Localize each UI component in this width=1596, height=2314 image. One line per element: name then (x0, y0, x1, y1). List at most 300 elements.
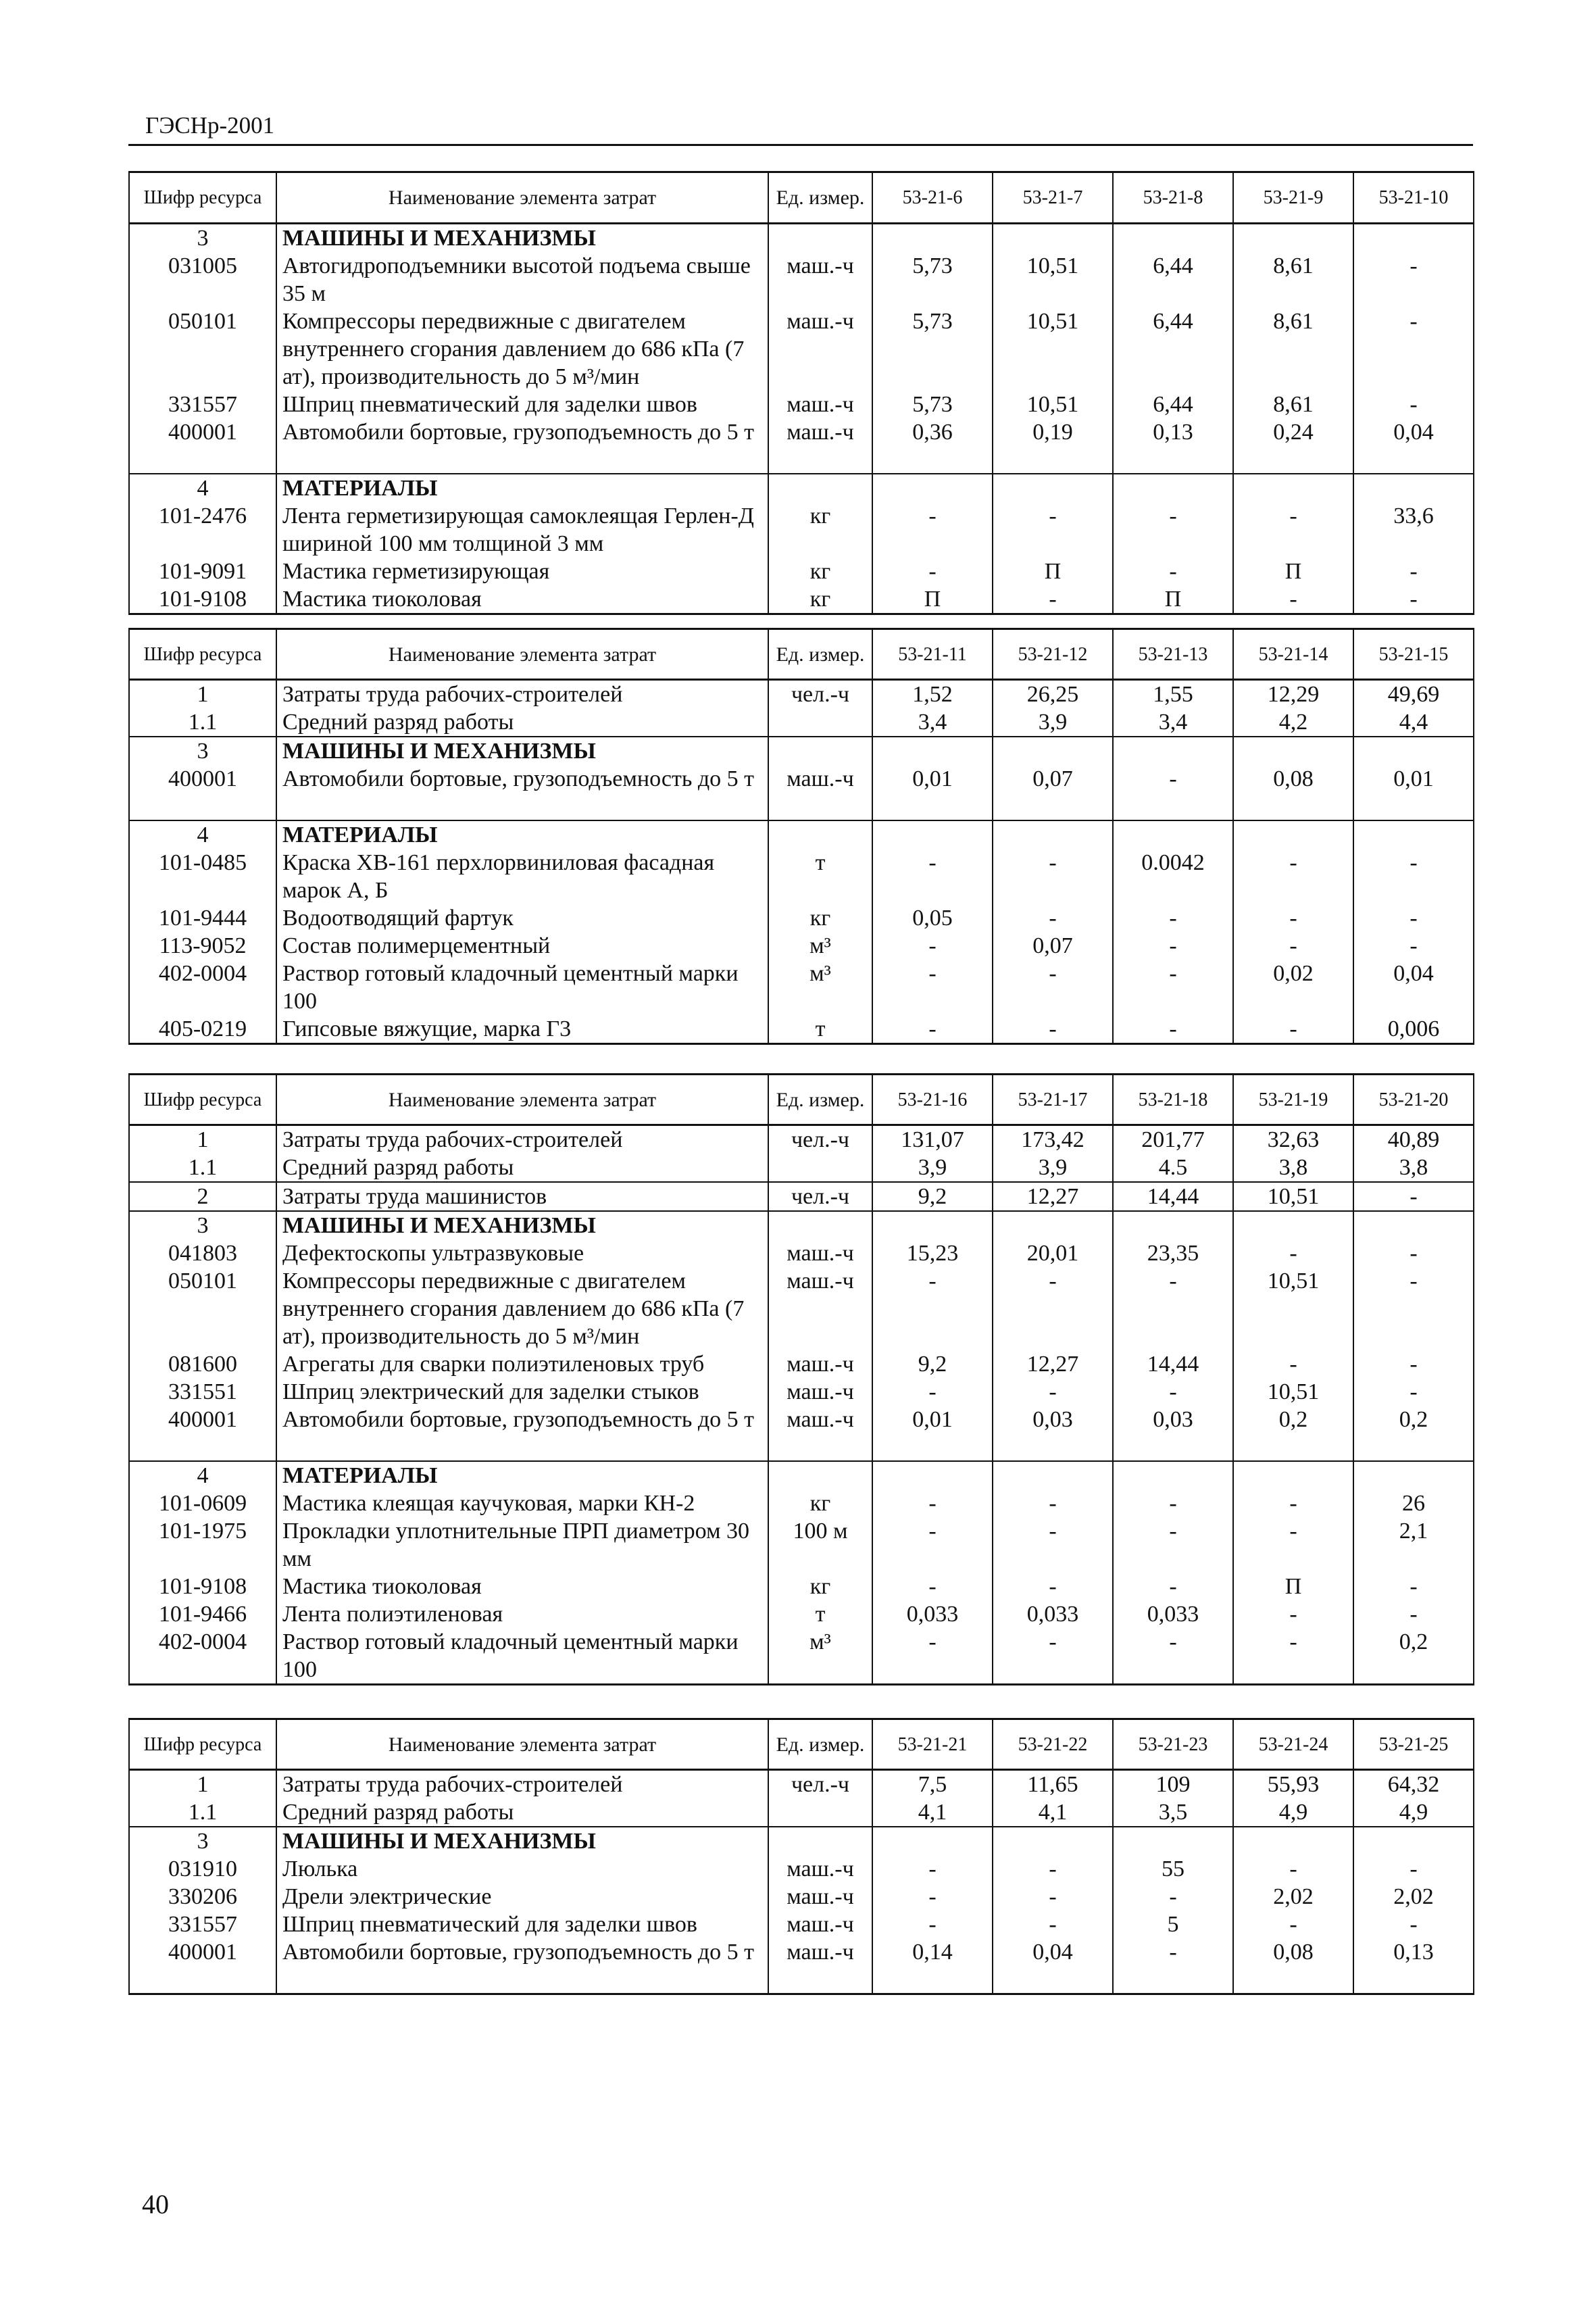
resource-code: 4 (129, 820, 276, 849)
norm-value: - (993, 1911, 1113, 1938)
cost-element-name: Люлька (276, 1855, 768, 1883)
header-column: 53-21-25 (1353, 1719, 1474, 1770)
norm-value (1113, 820, 1233, 849)
table-row (129, 904, 1474, 932)
norm-value: - (1233, 1239, 1353, 1267)
norm-value: 4,4 (1353, 708, 1474, 737)
norm-value: 10,51 (1233, 1267, 1353, 1350)
header-column: 53-21-13 (1113, 629, 1233, 680)
table-row (129, 765, 1474, 820)
norm-value: - (872, 960, 993, 1015)
unit-of-measure: т (768, 1015, 872, 1044)
norm-value: - (1353, 1378, 1474, 1406)
unit-of-measure (768, 224, 872, 253)
norm-value: 0,033 (1113, 1600, 1233, 1628)
resource-code: 2 (129, 1182, 276, 1211)
norm-value: 0,08 (1233, 1938, 1353, 1994)
norm-value: - (1353, 1600, 1474, 1628)
norm-value: - (872, 1573, 993, 1600)
table-row (129, 737, 1474, 765)
norm-value: 0,033 (872, 1600, 993, 1628)
cost-element-name: Шприц пневматический для заделки швов (276, 1911, 768, 1938)
resource-code: 101-9444 (129, 904, 276, 932)
table-row (129, 1267, 1474, 1350)
norm-value: - (993, 1573, 1113, 1600)
cost-element-name: Автомобили бортовые, грузоподъемность до 5 т (276, 1938, 768, 1994)
norm-value: 0,006 (1353, 1015, 1474, 1044)
norm-value: - (993, 1267, 1113, 1350)
norm-value (872, 224, 993, 253)
norm-value: П (872, 585, 993, 614)
norm-value (1113, 1211, 1233, 1239)
unit-of-measure: маш.-ч (768, 1938, 872, 1994)
header-code: Шифр ресурса (129, 1719, 276, 1770)
norm-value: - (1113, 1573, 1233, 1600)
table-row (129, 307, 1474, 391)
norm-value: - (1233, 849, 1353, 904)
header-column: 53-21-19 (1233, 1075, 1353, 1125)
norm-value: 131,07 (872, 1125, 993, 1154)
norm-value: - (1233, 904, 1353, 932)
norm-value (1353, 1461, 1474, 1490)
norm-value: - (993, 1855, 1113, 1883)
norm-value: - (1113, 932, 1233, 960)
norm-value: 23,35 (1113, 1239, 1233, 1267)
section-heading: МАШИНЫ И МЕХАНИЗМЫ (276, 737, 768, 765)
cost-element-name: Дрели электрические (276, 1883, 768, 1911)
unit-of-measure: чел.-ч (768, 680, 872, 709)
norm-value: 0,01 (872, 765, 993, 820)
norm-value (1353, 224, 1474, 253)
norm-value: - (872, 1267, 993, 1350)
norm-value: 12,27 (993, 1182, 1113, 1211)
section-heading: МАШИНЫ И МЕХАНИЗМЫ (276, 1827, 768, 1855)
norm-value: - (872, 849, 993, 904)
norm-value: - (872, 1883, 993, 1911)
norm-value: 0,04 (1353, 418, 1474, 474)
table-row (129, 418, 1474, 474)
resource-code: 1.1 (129, 708, 276, 737)
norm-value (993, 820, 1113, 849)
norm-value: 4,9 (1353, 1798, 1474, 1827)
norm-value (993, 224, 1113, 253)
unit-of-measure: чел.-ч (768, 1182, 872, 1211)
norm-value (1113, 474, 1233, 502)
resource-code: 050101 (129, 1267, 276, 1350)
norm-value: - (1353, 1267, 1474, 1350)
norm-value: 12,27 (993, 1350, 1113, 1378)
table-row (129, 1573, 1474, 1600)
norm-value (1113, 1461, 1233, 1490)
norm-value: - (993, 1015, 1113, 1044)
unit-of-measure: маш.-ч (768, 1855, 872, 1883)
norm-value: 0,01 (1353, 765, 1474, 820)
cost-element-name: Мастика тиоколовая (276, 1573, 768, 1600)
table-header-row (129, 1075, 1474, 1125)
table-row (129, 1600, 1474, 1628)
unit-of-measure: кг (768, 1573, 872, 1600)
resource-code: 101-2476 (129, 502, 276, 558)
resource-code: 402-0004 (129, 1628, 276, 1685)
norm-value: 4.5 (1113, 1154, 1233, 1182)
norm-value: - (1353, 391, 1474, 418)
section-heading: МАШИНЫ И МЕХАНИЗМЫ (276, 1211, 768, 1239)
cost-element-name: Средний разряд работы (276, 708, 768, 737)
header-column: 53-21-8 (1113, 172, 1233, 224)
norm-value: - (1113, 1490, 1233, 1517)
norm-value: 64,32 (1353, 1770, 1474, 1799)
norm-value (1353, 1827, 1474, 1855)
resource-code: 331551 (129, 1378, 276, 1406)
resource-code: 4 (129, 474, 276, 502)
norm-value: - (993, 585, 1113, 614)
header-code: Шифр ресурса (129, 1075, 276, 1125)
norm-value: 0,033 (993, 1600, 1113, 1628)
unit-of-measure: маш.-ч (768, 1883, 872, 1911)
table-row (129, 1154, 1474, 1182)
cost-element-name: Затраты труда рабочих-строителей (276, 1125, 768, 1154)
norm-value: 0,24 (1233, 418, 1353, 474)
unit-of-measure: т (768, 849, 872, 904)
norm-value: 0,05 (872, 904, 993, 932)
table-row (129, 1855, 1474, 1883)
resource-code: 081600 (129, 1350, 276, 1378)
header-code: Шифр ресурса (129, 172, 276, 224)
cost-element-name: Раствор готовый кладочный цементный марки 100 (276, 1628, 768, 1685)
table-header-row (129, 172, 1474, 224)
header-column: 53-21-15 (1353, 629, 1474, 680)
norm-value: 10,51 (1233, 1182, 1353, 1211)
norm-value: 0,13 (1113, 418, 1233, 474)
resource-table (128, 1073, 1474, 1685)
table-row (129, 960, 1474, 1015)
resource-code: 101-0485 (129, 849, 276, 904)
norm-value: - (1113, 1267, 1233, 1350)
header-column: 53-21-22 (993, 1719, 1113, 1770)
norm-value: 0,01 (872, 1406, 993, 1461)
cost-element-name: Средний разряд работы (276, 1798, 768, 1827)
norm-value: - (872, 502, 993, 558)
norm-value (993, 1211, 1113, 1239)
norm-value: - (872, 558, 993, 585)
norm-value: - (1353, 932, 1474, 960)
norm-value: 32,63 (1233, 1125, 1353, 1154)
norm-value: 9,2 (872, 1182, 993, 1211)
resource-code: 041803 (129, 1239, 276, 1267)
norm-value: 15,23 (872, 1239, 993, 1267)
norm-value: 3,9 (993, 1154, 1113, 1182)
unit-of-measure: маш.-ч (768, 1350, 872, 1378)
norm-value: 3,8 (1233, 1154, 1353, 1182)
header-unit: Ед. измер. (768, 1075, 872, 1125)
norm-value (1233, 1827, 1353, 1855)
norm-value (1353, 737, 1474, 765)
norm-value: 26,25 (993, 680, 1113, 709)
unit-of-measure: маш.-ч (768, 307, 872, 391)
norm-value: - (1353, 1182, 1474, 1211)
resource-code: 3 (129, 737, 276, 765)
norm-value: - (1113, 1628, 1233, 1685)
table-row (129, 1770, 1474, 1799)
table-row (129, 1211, 1474, 1239)
unit-of-measure: кг (768, 502, 872, 558)
norm-value: 0,36 (872, 418, 993, 474)
cost-element-name: Средний разряд работы (276, 1154, 768, 1182)
header-column: 53-21-20 (1353, 1075, 1474, 1125)
norm-value: 8,61 (1233, 307, 1353, 391)
table-row (129, 1911, 1474, 1938)
unit-of-measure: 100 м (768, 1517, 872, 1573)
norm-value: П (1113, 585, 1233, 614)
table-row (129, 1461, 1474, 1490)
norm-value: - (993, 1378, 1113, 1406)
resource-code: 113-9052 (129, 932, 276, 960)
norm-value: - (1233, 1911, 1353, 1938)
unit-of-measure: кг (768, 1490, 872, 1517)
cost-element-name: Затраты труда машинистов (276, 1182, 768, 1211)
page-number: 40 (142, 2189, 169, 2219)
resource-code: 331557 (129, 391, 276, 418)
norm-value: 0,02 (1233, 960, 1353, 1015)
norm-value: 0.0042 (1113, 849, 1233, 904)
norm-value: 0,07 (993, 932, 1113, 960)
resource-code: 1.1 (129, 1798, 276, 1827)
unit-of-measure (768, 708, 872, 737)
norm-value: 201,77 (1113, 1125, 1233, 1154)
norm-value: 4,9 (1233, 1798, 1353, 1827)
table-row (129, 1517, 1474, 1573)
unit-of-measure: маш.-ч (768, 1267, 872, 1350)
norm-value: - (1113, 1015, 1233, 1044)
norm-value (1233, 1461, 1353, 1490)
resource-code: 400001 (129, 765, 276, 820)
table-row (129, 224, 1474, 253)
norm-value: 11,65 (993, 1770, 1113, 1799)
norm-value: 8,61 (1233, 252, 1353, 307)
norm-value: 3,8 (1353, 1154, 1474, 1182)
norm-value: - (1233, 502, 1353, 558)
norm-value (993, 1461, 1113, 1490)
header-column: 53-21-14 (1233, 629, 1353, 680)
header-code: Шифр ресурса (129, 629, 276, 680)
cost-element-name: Автомобили бортовые, грузоподъемность до 5 т (276, 418, 768, 474)
norm-value: 5,73 (872, 252, 993, 307)
table-row (129, 558, 1474, 585)
norm-value (1113, 224, 1233, 253)
norm-value: - (1233, 932, 1353, 960)
cost-element-name: Затраты труда рабочих-строителей (276, 680, 768, 709)
norm-value: 9,2 (872, 1350, 993, 1378)
table-row (129, 1239, 1474, 1267)
norm-value: 26 (1353, 1490, 1474, 1517)
cost-element-name: Краска ХВ-161 перхлорвиниловая фасадная марок А, Б (276, 849, 768, 904)
norm-value: - (1353, 252, 1474, 307)
unit-of-measure: м³ (768, 932, 872, 960)
norm-value: 0,03 (1113, 1406, 1233, 1461)
resource-code: 050101 (129, 307, 276, 391)
cost-element-name: Шприц электрический для заделки стыков (276, 1378, 768, 1406)
resource-code: 4 (129, 1461, 276, 1490)
norm-value (872, 737, 993, 765)
norm-value: - (1353, 1573, 1474, 1600)
unit-of-measure: маш.-ч (768, 252, 872, 307)
norm-value: 4,1 (993, 1798, 1113, 1827)
table-row (129, 1406, 1474, 1461)
table-row (129, 1490, 1474, 1517)
header-name: Наименование элемента затрат (276, 629, 768, 680)
norm-value: - (1113, 1938, 1233, 1994)
norm-value: - (1113, 765, 1233, 820)
norm-value: - (1233, 1628, 1353, 1685)
norm-value: - (1353, 1350, 1474, 1378)
resource-code: 101-1975 (129, 1517, 276, 1573)
norm-value (872, 1211, 993, 1239)
norm-value: 7,5 (872, 1770, 993, 1799)
table-row (129, 1350, 1474, 1378)
header-column: 53-21-23 (1113, 1719, 1233, 1770)
cost-element-name: Агрегаты для сварки полиэтиленовых труб (276, 1350, 768, 1378)
header-column: 53-21-21 (872, 1719, 993, 1770)
cost-element-name: Лента полиэтиленовая (276, 1600, 768, 1628)
unit-of-measure (768, 1211, 872, 1239)
norm-value: - (1233, 585, 1353, 614)
header-name: Наименование элемента затрат (276, 172, 768, 224)
norm-value: 40,89 (1353, 1125, 1474, 1154)
norm-value: 49,69 (1353, 680, 1474, 709)
resource-table (128, 628, 1474, 1045)
norm-value (1233, 820, 1353, 849)
norm-value: - (872, 1855, 993, 1883)
norm-value: 14,44 (1113, 1182, 1233, 1211)
norm-value: 109 (1113, 1770, 1233, 1799)
norm-value: - (1353, 1239, 1474, 1267)
header-column: 53-21-7 (993, 172, 1113, 224)
table-row (129, 1015, 1474, 1044)
table-row (129, 1938, 1474, 1994)
norm-value: 5,73 (872, 391, 993, 418)
cost-element-name: Раствор готовый кладочный цементный марки 100 (276, 960, 768, 1015)
unit-of-measure: маш.-ч (768, 1239, 872, 1267)
norm-value (872, 1461, 993, 1490)
table-row (129, 474, 1474, 502)
norm-value: - (993, 1883, 1113, 1911)
header-column: 53-21-24 (1233, 1719, 1353, 1770)
table-row (129, 1182, 1474, 1211)
header-unit: Ед. измер. (768, 172, 872, 224)
header-name: Наименование элемента затрат (276, 1075, 768, 1125)
unit-of-measure (768, 1798, 872, 1827)
norm-value (993, 1827, 1113, 1855)
unit-of-measure: кг (768, 558, 872, 585)
header-name: Наименование элемента затрат (276, 1719, 768, 1770)
norm-value (1113, 737, 1233, 765)
table-row (129, 585, 1474, 614)
cost-element-name: Дефектоскопы ультразвуковые (276, 1239, 768, 1267)
table-row (129, 1378, 1474, 1406)
norm-value: 6,44 (1113, 307, 1233, 391)
norm-value: - (1353, 1855, 1474, 1883)
norm-value: - (1353, 1911, 1474, 1938)
norm-value: - (993, 1628, 1113, 1685)
cost-element-name: Гипсовые вяжущие, марка Г3 (276, 1015, 768, 1044)
norm-value: 3,5 (1113, 1798, 1233, 1827)
unit-of-measure (768, 474, 872, 502)
resource-code: 101-0609 (129, 1490, 276, 1517)
cost-element-name: Компрессоры передвижные с двигателем внутреннего сгорания давлением до 686 кПа (7 ат), производительность до 5 м³/мин (276, 1267, 768, 1350)
norm-value (872, 1827, 993, 1855)
norm-value: - (993, 502, 1113, 558)
norm-value: - (1353, 307, 1474, 391)
cost-element-name: Мастика клеящая каучуковая, марки КН-2 (276, 1490, 768, 1517)
norm-value (1233, 224, 1353, 253)
norm-value: - (1233, 1600, 1353, 1628)
table-row (129, 1628, 1474, 1685)
section-heading: МАТЕРИАЛЫ (276, 1461, 768, 1490)
norm-value (993, 737, 1113, 765)
norm-value: 0,2 (1353, 1406, 1474, 1461)
norm-value: 14,44 (1113, 1350, 1233, 1378)
norm-value: - (1113, 1378, 1233, 1406)
norm-value (1353, 1211, 1474, 1239)
norm-value: 33,6 (1353, 502, 1474, 558)
unit-of-measure (768, 737, 872, 765)
norm-value: - (1233, 1015, 1353, 1044)
norm-value: - (872, 932, 993, 960)
cost-element-name: Компрессоры передвижные с двигателем внутреннего сгорания давлением до 686 кПа (7 ат), производительность до 5 м³/мин (276, 307, 768, 391)
header-unit: Ед. измер. (768, 1719, 872, 1770)
norm-value (993, 474, 1113, 502)
resource-code: 3 (129, 1211, 276, 1239)
norm-value: 10,51 (993, 252, 1113, 307)
norm-value: - (1113, 502, 1233, 558)
unit-of-measure: чел.-ч (768, 1125, 872, 1154)
norm-value: 3,4 (1113, 708, 1233, 737)
norm-value: 5,73 (872, 307, 993, 391)
norm-value: 2,02 (1353, 1883, 1474, 1911)
resource-code: 031910 (129, 1855, 276, 1883)
section-heading: МАШИНЫ И МЕХАНИЗМЫ (276, 224, 768, 253)
table-row (129, 252, 1474, 307)
norm-value: 0,04 (993, 1938, 1113, 1994)
cost-element-name: Автомобили бортовые, грузоподъемность до 5 т (276, 1406, 768, 1461)
table-row (129, 391, 1474, 418)
resource-code: 400001 (129, 1406, 276, 1461)
table-row (129, 1883, 1474, 1911)
norm-value: - (872, 1378, 993, 1406)
norm-value: 3,9 (993, 708, 1113, 737)
unit-of-measure: кг (768, 585, 872, 614)
resource-code: 101-9466 (129, 1600, 276, 1628)
norm-value: - (993, 960, 1113, 1015)
unit-of-measure (768, 1154, 872, 1182)
resource-code: 400001 (129, 418, 276, 474)
unit-of-measure: т (768, 1600, 872, 1628)
cost-element-name: Затраты труда рабочих-строителей (276, 1770, 768, 1799)
norm-value: - (993, 849, 1113, 904)
header-unit: Ед. измер. (768, 629, 872, 680)
norm-value (872, 820, 993, 849)
resource-table (128, 171, 1474, 615)
resource-code: 1 (129, 680, 276, 709)
norm-value: - (872, 1911, 993, 1938)
norm-value (1353, 820, 1474, 849)
norm-value: 3,4 (872, 708, 993, 737)
cost-element-name: Мастика тиоколовая (276, 585, 768, 614)
norm-value: - (1113, 558, 1233, 585)
table-row (129, 502, 1474, 558)
cost-element-name: Автогидроподъемники высотой подъема свыше 35 м (276, 252, 768, 307)
norm-value: 10,51 (993, 307, 1113, 391)
